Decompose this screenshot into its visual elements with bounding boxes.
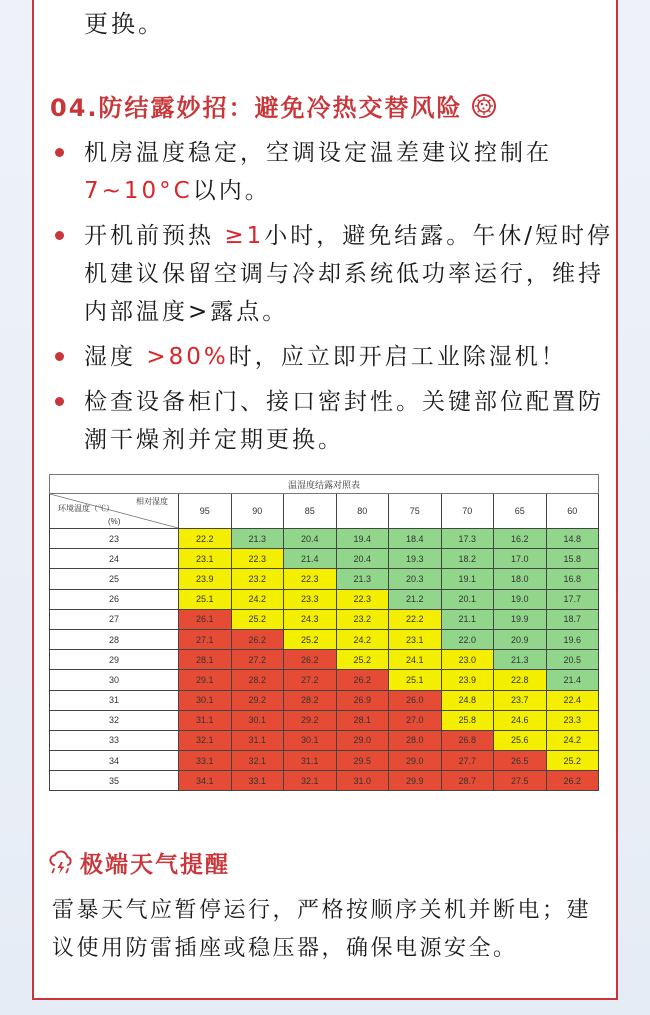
table-row <box>50 629 599 649</box>
dew-point-cell: 17.0 <box>494 549 547 569</box>
tip-item <box>54 134 614 210</box>
dew-point-cell: 22.3 <box>231 549 284 569</box>
table-row <box>50 670 599 690</box>
dew-point-cell: 24.2 <box>231 589 284 609</box>
thunder-cloud-icon <box>48 850 74 876</box>
dew-point-cell: 28.7 <box>441 771 494 791</box>
dew-point-cell: 25.8 <box>441 710 494 730</box>
dew-point-cell: 25.1 <box>389 670 442 690</box>
dew-point-cell: 33.1 <box>179 751 232 771</box>
dew-point-cell: 20.4 <box>336 549 389 569</box>
bullet-dot-icon <box>55 397 64 406</box>
dew-point-cell: 17.7 <box>546 589 599 609</box>
dew-point-cell: 24.2 <box>336 629 389 649</box>
dew-point-cell: 22.3 <box>284 569 337 589</box>
tip-text: 开机前预热 <box>84 223 225 249</box>
highlight-text: ≥1 <box>224 223 265 249</box>
dew-point-cell: 27.2 <box>284 670 337 690</box>
table-title: 温湿度结露对照表 <box>50 475 599 494</box>
previous-section-tail: 更换。 <box>84 10 165 38</box>
dew-point-cell: 32.1 <box>284 771 337 791</box>
dew-point-cell: 29.0 <box>336 730 389 750</box>
dew-point-cell: 28.1 <box>179 650 232 670</box>
section-title <box>50 88 497 123</box>
dew-point-cell: 28.2 <box>231 670 284 690</box>
highlight-text: 7~10°C <box>84 178 193 204</box>
humidity-header: 60 <box>546 494 599 529</box>
temperature-cell: 31 <box>50 690 179 710</box>
dew-point-cell: 15.8 <box>546 549 599 569</box>
dew-point-cell: 19.6 <box>546 629 599 649</box>
dew-point-cell: 21.2 <box>389 589 442 609</box>
humidity-header: 95 <box>179 494 232 529</box>
tip-text: 以内。 <box>192 178 271 204</box>
dew-point-cell: 26.8 <box>441 730 494 750</box>
temperature-cell: 24 <box>50 549 179 569</box>
bullet-dot-icon <box>55 148 64 157</box>
dew-point-cell: 22.3 <box>336 589 389 609</box>
dew-point-cell: 25.2 <box>284 629 337 649</box>
table-row <box>50 710 599 730</box>
humidity-header: 80 <box>336 494 389 529</box>
tips-list <box>54 134 614 466</box>
dew-point-cell: 26.0 <box>389 690 442 710</box>
dew-point-cell: 29.2 <box>284 710 337 730</box>
weather-title-text: 极端天气提醒 <box>80 852 230 878</box>
tip-text: 机房温度稳定，空调设定温差建议控制在 <box>84 140 552 166</box>
dew-point-cell: 26.2 <box>336 670 389 690</box>
dew-point-cell: 29.0 <box>389 751 442 771</box>
table-row <box>50 690 599 710</box>
dew-point-cell: 25.1 <box>179 589 232 609</box>
temperature-cell: 23 <box>50 529 179 549</box>
tip-text: 湿度 <box>84 344 147 370</box>
dew-point-cell: 21.4 <box>284 549 337 569</box>
dew-point-table-container <box>49 474 599 791</box>
table-row <box>50 549 599 569</box>
temperature-cell: 26 <box>50 589 179 609</box>
dew-point-cell: 19.9 <box>494 609 547 629</box>
humidity-header: 70 <box>441 494 494 529</box>
dew-point-cell: 18.0 <box>494 569 547 589</box>
dew-point-cell: 31.0 <box>336 771 389 791</box>
humidity-header: 75 <box>389 494 442 529</box>
temperature-cell: 29 <box>50 650 179 670</box>
section-title-text: 04.防结露妙招：避免冷热交替风险 <box>50 94 463 122</box>
highlight-text: >80% <box>146 344 229 370</box>
dew-point-cell: 31.1 <box>179 710 232 730</box>
tip-item <box>54 338 614 376</box>
dew-point-cell: 27.5 <box>494 771 547 791</box>
temperature-cell: 30 <box>50 670 179 690</box>
dew-point-cell: 14.8 <box>546 529 599 549</box>
dew-point-cell: 25.2 <box>546 751 599 771</box>
temperature-cell: 34 <box>50 751 179 771</box>
dew-point-cell: 29.5 <box>336 751 389 771</box>
temperature-cell: 32 <box>50 710 179 730</box>
dew-point-cell: 25.2 <box>231 609 284 629</box>
dew-point-cell: 20.1 <box>441 589 494 609</box>
dew-point-cell: 22.2 <box>179 529 232 549</box>
dew-point-cell: 24.2 <box>546 730 599 750</box>
dew-point-cell: 21.3 <box>231 529 284 549</box>
dew-point-cell: 23.2 <box>231 569 284 589</box>
dew-point-cell: 16.8 <box>546 569 599 589</box>
weather-alert-title <box>48 846 230 879</box>
dew-point-cell: 28.0 <box>389 730 442 750</box>
dew-point-cell: 27.2 <box>231 650 284 670</box>
dew-point-cell: 23.7 <box>494 690 547 710</box>
dew-point-cell: 24.3 <box>284 609 337 629</box>
table-row <box>50 771 599 791</box>
dew-point-cell: 31.1 <box>231 730 284 750</box>
dew-point-cell: 27.0 <box>389 710 442 730</box>
dew-point-cell: 32.1 <box>179 730 232 750</box>
dew-point-cell: 26.1 <box>179 609 232 629</box>
table-row <box>50 589 599 609</box>
dew-point-cell: 23.0 <box>441 650 494 670</box>
bullet-dot-icon <box>55 231 64 240</box>
dew-point-cell: 24.6 <box>494 710 547 730</box>
dew-point-cell: 23.9 <box>441 670 494 690</box>
table-row <box>50 650 599 670</box>
dew-point-cell: 21.3 <box>336 569 389 589</box>
dew-point-cell: 30.1 <box>179 690 232 710</box>
dew-point-cell: 31.1 <box>284 751 337 771</box>
dew-point-cell: 29.9 <box>389 771 442 791</box>
dew-point-cell: 21.3 <box>494 650 547 670</box>
dew-point-cell: 34.1 <box>179 771 232 791</box>
dew-point-table <box>49 474 599 791</box>
dew-point-cell: 23.3 <box>546 710 599 730</box>
dew-point-cell: 19.4 <box>336 529 389 549</box>
dew-point-cell: 18.4 <box>389 529 442 549</box>
tip-text: 小时，避免结露。午休/短时停机建议保留空调与冷却系统低功率运行，维持内部温度>露点。 <box>84 223 613 325</box>
dew-point-cell: 24.1 <box>389 650 442 670</box>
dew-point-cell: 26.2 <box>231 629 284 649</box>
dew-point-cell: 23.1 <box>389 629 442 649</box>
humidity-header: 65 <box>494 494 547 529</box>
tip-text: 检查设备柜门、接口密封性。关键部位配置防潮干燥剂并定期更换。 <box>84 389 604 453</box>
dew-point-cell: 28.1 <box>336 710 389 730</box>
bullet-dot-icon <box>55 352 64 361</box>
dew-point-cell: 23.2 <box>336 609 389 629</box>
temperature-cell: 35 <box>50 771 179 791</box>
dew-point-cell: 17.3 <box>441 529 494 549</box>
dew-point-cell: 23.1 <box>179 549 232 569</box>
dew-point-cell: 23.9 <box>179 569 232 589</box>
dew-point-cell: 28.2 <box>284 690 337 710</box>
dew-point-cell: 30.1 <box>231 710 284 730</box>
table-row <box>50 730 599 750</box>
dew-point-cell: 20.9 <box>494 629 547 649</box>
dew-point-cell: 26.2 <box>284 650 337 670</box>
dew-point-cell: 16.2 <box>494 529 547 549</box>
dew-point-cell: 22.4 <box>546 690 599 710</box>
dew-point-cell: 25.6 <box>494 730 547 750</box>
dew-point-cell: 19.0 <box>494 589 547 609</box>
tip-item <box>54 383 614 459</box>
corner-unit-label: (%) <box>108 517 121 526</box>
content-card <box>32 0 618 1000</box>
dew-point-cell: 26.5 <box>494 751 547 771</box>
dew-point-cell: 20.3 <box>389 569 442 589</box>
corner-temp-label: 环境温度（℃） <box>58 504 114 513</box>
dew-point-cell: 30.1 <box>284 730 337 750</box>
dew-point-cell: 19.3 <box>389 549 442 569</box>
dew-point-cell: 20.4 <box>284 529 337 549</box>
dew-point-cell: 20.5 <box>546 650 599 670</box>
table-row <box>50 609 599 629</box>
table-row <box>50 569 599 589</box>
dew-point-cell: 25.2 <box>336 650 389 670</box>
temperature-cell: 28 <box>50 629 179 649</box>
dew-point-cell: 26.9 <box>336 690 389 710</box>
dew-point-cell: 21.4 <box>546 670 599 690</box>
dew-point-cell: 33.1 <box>231 771 284 791</box>
tip-item <box>54 217 614 331</box>
table-corner-header <box>50 494 179 529</box>
dew-point-cell: 27.7 <box>441 751 494 771</box>
humidity-header: 90 <box>231 494 284 529</box>
tip-text: 时，应立即开启工业除湿机！ <box>228 344 567 370</box>
table-row <box>50 529 599 549</box>
dew-point-cell: 18.2 <box>441 549 494 569</box>
corner-humidity-label: 相对湿度 <box>136 497 168 506</box>
virus-icon <box>471 93 497 119</box>
dew-point-cell: 23.3 <box>284 589 337 609</box>
dew-point-cell: 32.1 <box>231 751 284 771</box>
dew-point-cell: 24.8 <box>441 690 494 710</box>
weather-alert-text: 雷暴天气应暂停运行，严格按顺序关机并断电；建议使用防雷插座或稳压器，确保电源安全。 <box>52 898 592 961</box>
humidity-header: 85 <box>284 494 337 529</box>
dew-point-cell: 29.2 <box>231 690 284 710</box>
temperature-cell: 25 <box>50 569 179 589</box>
dew-point-cell: 22.0 <box>441 629 494 649</box>
table-row <box>50 751 599 771</box>
temperature-cell: 27 <box>50 609 179 629</box>
dew-point-cell: 29.1 <box>179 670 232 690</box>
dew-point-cell: 26.2 <box>546 771 599 791</box>
dew-point-cell: 21.1 <box>441 609 494 629</box>
temperature-cell: 33 <box>50 730 179 750</box>
dew-point-cell: 22.2 <box>389 609 442 629</box>
dew-point-cell: 18.7 <box>546 609 599 629</box>
dew-point-cell: 27.1 <box>179 629 232 649</box>
dew-point-cell: 19.1 <box>441 569 494 589</box>
dew-point-cell: 22.8 <box>494 670 547 690</box>
